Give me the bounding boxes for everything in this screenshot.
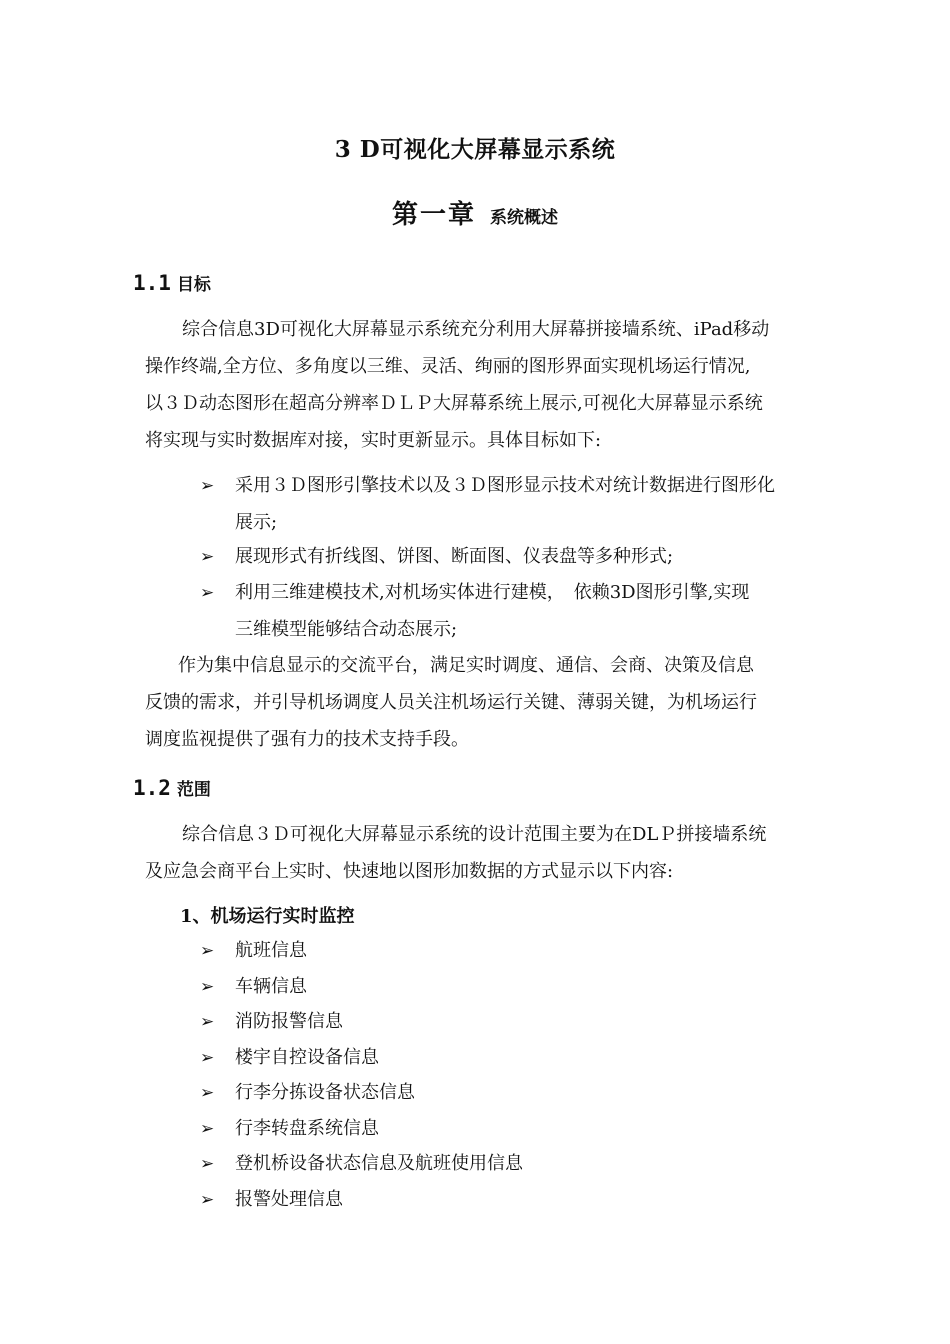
bullet-arrow-icon: ➢ <box>200 583 215 603</box>
paragraph-line: 及应急会商平台上实时、快速地以图形加数据的方式显示以下内容: <box>145 861 674 882</box>
paragraph-line: 反馈的需求，并引导机场调度人员关注机场运行关键、薄弱关键，为机场运行 <box>145 692 757 713</box>
bullet-text-continued: 三维模型能够结合动态展示; <box>235 619 458 640</box>
bullet-arrow-icon: ➢ <box>200 1190 215 1210</box>
section-number: 1.1 <box>133 271 171 295</box>
chapter-heading <box>0 194 950 231</box>
section-title: 目标 <box>176 275 211 295</box>
paragraph-line: 操作终端,全方位、多角度以三维、灵活、绚丽的图形界面实现机场运行情况, <box>145 356 751 377</box>
bullet-arrow-icon: ➢ <box>200 941 215 961</box>
list-item: 行李分拣设备状态信息 <box>235 1082 415 1103</box>
bullet-arrow-icon: ➢ <box>200 476 215 496</box>
section-title: 范围 <box>176 780 211 800</box>
bullet-arrow-icon: ➢ <box>200 1154 215 1174</box>
bullet-arrow-icon: ➢ <box>200 977 215 997</box>
list-item: 车辆信息 <box>235 976 307 997</box>
bullet-text-continued: 展示; <box>235 512 278 533</box>
list-item: 行李转盘系统信息 <box>235 1118 379 1139</box>
subsection-heading: 1、机场运行实时监控 <box>180 906 355 927</box>
list-item: 报警处理信息 <box>235 1189 343 1210</box>
bullet-arrow-icon: ➢ <box>200 1012 215 1032</box>
bullet-text: 展现形式有折线图、饼图、断面图、仪表盘等多种形式; <box>235 546 674 567</box>
paragraph-line: 综合信息3D可视化大屏幕显示系统充分利用大屏幕拼接墙系统、iPad移动 <box>182 319 770 340</box>
section-heading-goals <box>133 270 211 295</box>
paragraph-line: 调度监视提供了强有力的技术支持手段。 <box>145 729 469 750</box>
chapter-name: 系统概述 <box>490 208 558 228</box>
list-item: 航班信息 <box>235 940 307 961</box>
chapter-label: 第一章 <box>391 200 476 230</box>
bullet-text: 利用三维建模技术,对机场实体进行建模， 依赖3D图形引擎,实现 <box>235 582 750 603</box>
bullet-arrow-icon: ➢ <box>200 547 215 567</box>
list-item: 楼宇自控设备信息 <box>235 1047 379 1068</box>
bullet-text: 采用３Ｄ图形引擎技术以及３Ｄ图形显示技术对统计数据进行图形化 <box>235 475 775 496</box>
paragraph-line: 将实现与实时数据库对接，实时更新显示。具体目标如下: <box>145 430 602 451</box>
bullet-arrow-icon: ➢ <box>200 1083 215 1103</box>
paragraph-line: 作为集中信息显示的交流平台，满足实时调度、通信、会商、决策及信息 <box>178 655 754 676</box>
paragraph-line: 以３Ｄ动态图形在超高分辨率ＤＬＰ大屏幕系统上展示,可视化大屏幕显示系统 <box>145 393 763 414</box>
list-item: 登机桥设备状态信息及航班使用信息 <box>235 1153 523 1174</box>
document-title: 3 D可视化大屏幕显示系统 <box>334 136 616 163</box>
list-item: 消防报警信息 <box>235 1011 343 1032</box>
bullet-arrow-icon: ➢ <box>200 1048 215 1068</box>
section-number: 1.2 <box>133 776 171 800</box>
section-heading-scope <box>133 775 211 800</box>
bullet-arrow-icon: ➢ <box>200 1119 215 1139</box>
paragraph-line: 综合信息３Ｄ可视化大屏幕显示系统的设计范围主要为在DLＰ拼接墙系统 <box>182 824 767 845</box>
